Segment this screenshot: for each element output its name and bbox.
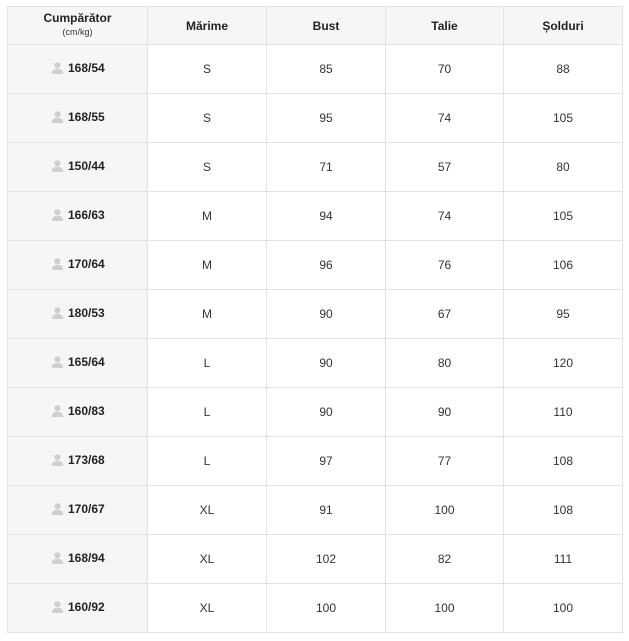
bust-cell: 102: [267, 535, 386, 584]
user-avatar-icon: [51, 110, 64, 123]
buyer-cell: [8, 241, 148, 290]
user-avatar-icon: [51, 600, 64, 613]
header-buyer: [8, 7, 148, 45]
buyer-value: 168/94: [68, 550, 105, 565]
user-avatar-icon: [51, 355, 64, 368]
buyer-cell-content: [51, 110, 105, 124]
buyer-value: 170/67: [68, 501, 105, 516]
hips-cell: 111: [504, 535, 623, 584]
buyer-cell-content: [51, 600, 105, 614]
size-cell: S: [148, 143, 267, 192]
buyer-cell: [8, 388, 148, 437]
size-cell: L: [148, 339, 267, 388]
header-row: [8, 7, 623, 45]
header-bust: Bust: [267, 7, 386, 45]
size-cell: XL: [148, 486, 267, 535]
buyer-cell: [8, 290, 148, 339]
bust-cell: 71: [267, 143, 386, 192]
buyer-cell-content: [51, 208, 105, 222]
buyer-value: 168/54: [68, 60, 105, 75]
user-avatar-icon: [51, 551, 64, 564]
bust-cell: 94: [267, 192, 386, 241]
buyer-cell: [8, 339, 148, 388]
user-avatar-icon: [51, 453, 64, 466]
user-avatar-icon: [51, 61, 64, 74]
table-row: [8, 45, 623, 94]
hips-cell: 88: [504, 45, 623, 94]
buyer-cell: [8, 437, 148, 486]
buyer-cell-content: [51, 355, 105, 369]
hips-cell: 108: [504, 437, 623, 486]
buyer-cell-content: [51, 453, 105, 467]
hips-cell: 120: [504, 339, 623, 388]
buyer-value: 166/63: [68, 207, 105, 222]
header-hips: Șolduri: [504, 7, 623, 45]
bust-cell: 95: [267, 94, 386, 143]
waist-cell: 74: [386, 192, 504, 241]
buyer-value: 150/44: [68, 158, 105, 173]
user-avatar-icon: [51, 208, 64, 221]
size-cell: XL: [148, 535, 267, 584]
hips-cell: 105: [504, 192, 623, 241]
size-table: [7, 6, 623, 633]
bust-cell: 97: [267, 437, 386, 486]
size-cell: L: [148, 437, 267, 486]
bust-cell: 91: [267, 486, 386, 535]
waist-cell: 67: [386, 290, 504, 339]
buyer-value: 170/64: [68, 256, 105, 271]
waist-cell: 74: [386, 94, 504, 143]
hips-cell: 110: [504, 388, 623, 437]
bust-cell: 85: [267, 45, 386, 94]
waist-cell: 77: [386, 437, 504, 486]
table-row: [8, 535, 623, 584]
size-cell: M: [148, 192, 267, 241]
waist-cell: 57: [386, 143, 504, 192]
waist-cell: 82: [386, 535, 504, 584]
user-avatar-icon: [51, 257, 64, 270]
table-row: [8, 143, 623, 192]
table-row: [8, 388, 623, 437]
hips-cell: 100: [504, 584, 623, 633]
buyer-cell: [8, 45, 148, 94]
buyer-value: 168/55: [68, 109, 105, 124]
table-row: [8, 584, 623, 633]
buyer-value: 160/92: [68, 599, 105, 614]
bust-cell: 100: [267, 584, 386, 633]
table-row: [8, 339, 623, 388]
size-chart: [7, 6, 623, 633]
buyer-cell: [8, 584, 148, 633]
size-cell: S: [148, 94, 267, 143]
header-size: Mărime: [148, 7, 267, 45]
hips-cell: 105: [504, 94, 623, 143]
table-row: [8, 241, 623, 290]
buyer-cell-content: [51, 159, 105, 173]
buyer-cell: [8, 535, 148, 584]
waist-cell: 70: [386, 45, 504, 94]
user-avatar-icon: [51, 159, 64, 172]
buyer-value: 173/68: [68, 452, 105, 467]
table-row: [8, 290, 623, 339]
waist-cell: 100: [386, 486, 504, 535]
size-cell: S: [148, 45, 267, 94]
buyer-value: 165/64: [68, 354, 105, 369]
buyer-cell-content: [51, 404, 105, 418]
buyer-cell: [8, 143, 148, 192]
buyer-value: 160/83: [68, 403, 105, 418]
bust-cell: 90: [267, 388, 386, 437]
buyer-cell-content: [51, 551, 105, 565]
table-row: [8, 486, 623, 535]
buyer-cell-content: [51, 257, 105, 271]
bust-cell: 96: [267, 241, 386, 290]
header-buyer-label: Cumpărător: [43, 11, 112, 25]
table-body: [8, 45, 623, 633]
user-avatar-icon: [51, 502, 64, 515]
size-cell: M: [148, 290, 267, 339]
waist-cell: 76: [386, 241, 504, 290]
buyer-cell: [8, 486, 148, 535]
table-header: [8, 7, 623, 45]
hips-cell: 80: [504, 143, 623, 192]
table-row: [8, 192, 623, 241]
waist-cell: 80: [386, 339, 504, 388]
hips-cell: 108: [504, 486, 623, 535]
user-avatar-icon: [51, 404, 64, 417]
user-avatar-icon: [51, 306, 64, 319]
size-cell: M: [148, 241, 267, 290]
hips-cell: 95: [504, 290, 623, 339]
hips-cell: 106: [504, 241, 623, 290]
buyer-cell-content: [51, 61, 105, 75]
bust-cell: 90: [267, 339, 386, 388]
size-cell: L: [148, 388, 267, 437]
buyer-cell: [8, 192, 148, 241]
buyer-cell: [8, 94, 148, 143]
header-buyer-unit: (cm/kg): [62, 27, 93, 37]
header-waist: Talie: [386, 7, 504, 45]
waist-cell: 100: [386, 584, 504, 633]
table-row: [8, 94, 623, 143]
waist-cell: 90: [386, 388, 504, 437]
size-cell: XL: [148, 584, 267, 633]
bust-cell: 90: [267, 290, 386, 339]
buyer-cell-content: [51, 306, 105, 320]
table-row: [8, 437, 623, 486]
buyer-cell-content: [51, 502, 105, 516]
buyer-value: 180/53: [68, 305, 105, 320]
